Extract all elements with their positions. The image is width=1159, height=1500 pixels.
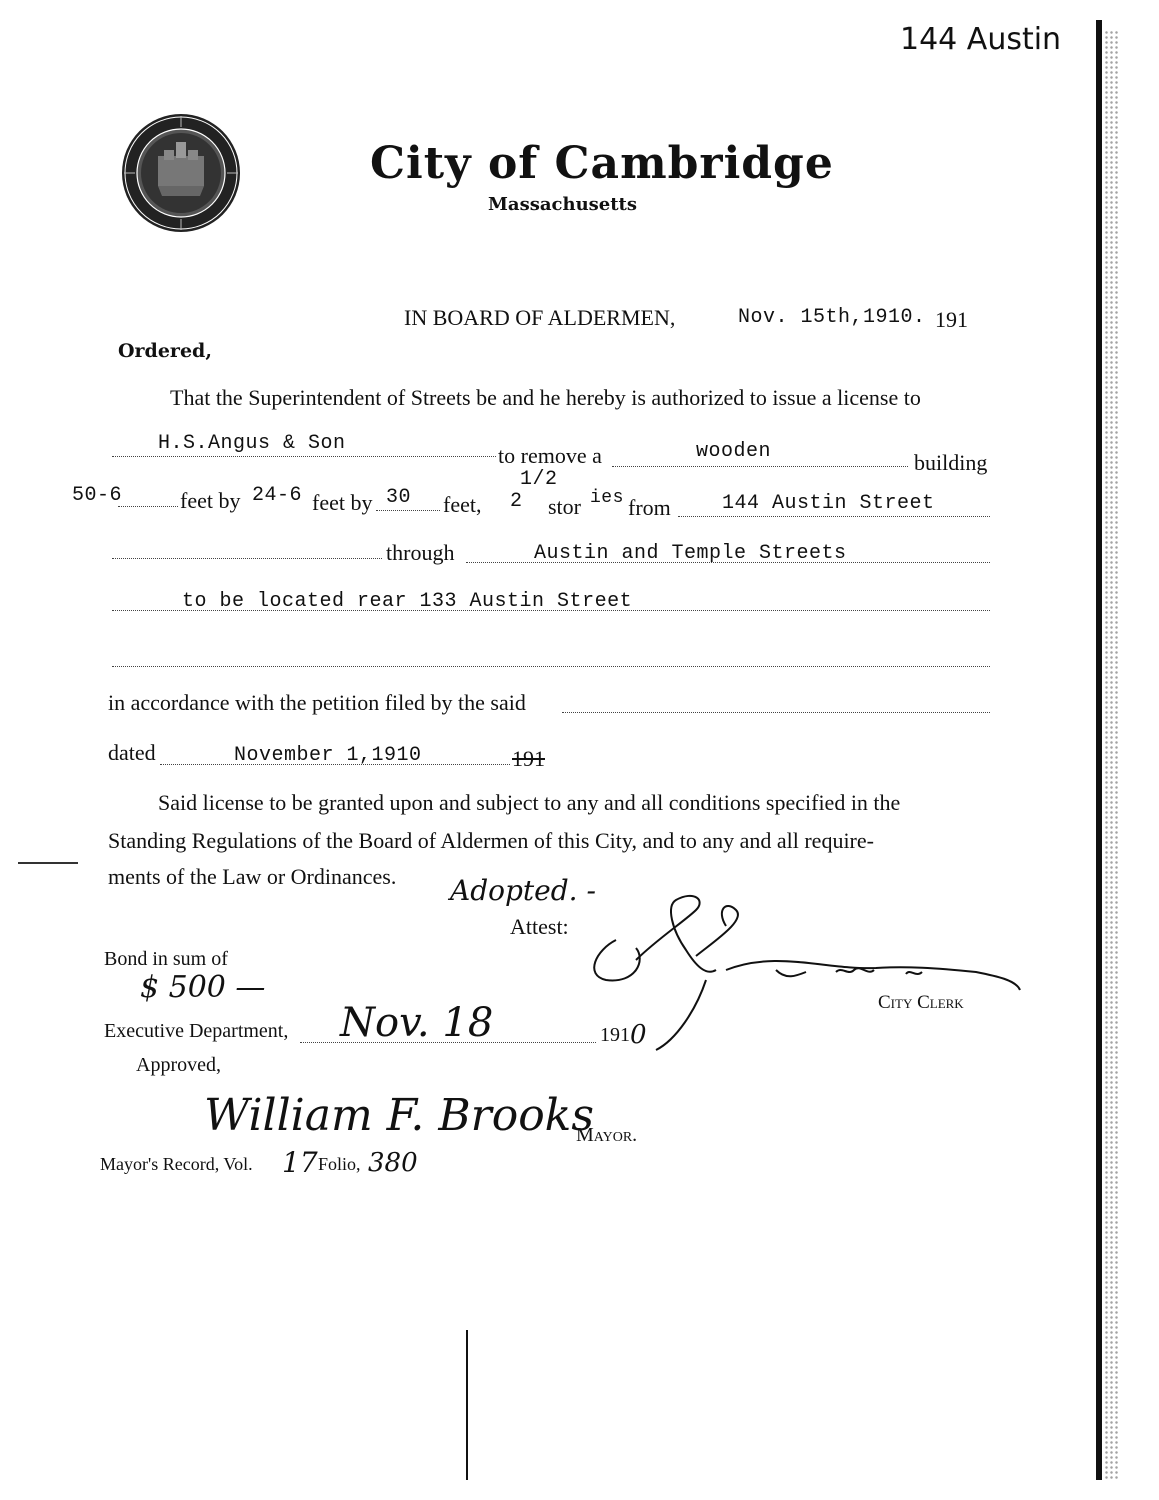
approved-label: Approved, (136, 1054, 221, 1076)
scan-speckle (1104, 30, 1120, 1480)
height-value: 30 (386, 486, 412, 509)
board-year-prefix: 191 (935, 307, 968, 332)
feet-label: feet, (443, 492, 482, 517)
city-seal-icon (120, 112, 242, 234)
stories-value: 2 (510, 490, 523, 513)
dated-year-prefix: 191 (512, 746, 545, 771)
conditions-line-3: ments of the Law or Ordinances. (108, 864, 397, 889)
record-vol-value: 17 (282, 1146, 318, 1179)
stor-label: stor (548, 494, 581, 519)
mayor-label: Mayor. (576, 1124, 638, 1146)
from-address-value: 144 Austin Street (722, 492, 935, 515)
material-value: wooden (696, 440, 772, 463)
executive-label: Executive Department, (104, 1020, 289, 1042)
feet-by-label-2: feet by (312, 490, 373, 515)
scan-mark (466, 1330, 468, 1480)
through-label: through (386, 540, 455, 565)
annotation-top: 144 Austin (900, 22, 1062, 57)
conditions-line-1: Said license to be granted upon and subject to any and all conditions specified in the (158, 790, 901, 815)
board-date: Nov. 15th,1910. (738, 306, 926, 329)
dated-value: November 1,1910 (234, 744, 422, 767)
mayor-signature: William F. Brooks (204, 1090, 594, 1141)
page-subtitle: Massachusetts (488, 194, 638, 215)
petition-text: in accordance with the petition filed by the said (108, 690, 526, 715)
feet-by-label-1: feet by (180, 488, 241, 513)
location-value: to be located rear 133 Austin Street (182, 590, 633, 613)
ordered-label: Ordered, (118, 340, 212, 362)
executive-year-suffix: 0 (630, 1020, 647, 1050)
scan-edge (1096, 20, 1102, 1480)
page-title: City of Cambridge (370, 138, 834, 189)
board-label: IN BOARD OF ALDERMEN, (404, 305, 676, 330)
licensee-value: H.S.Angus & Son (158, 432, 346, 455)
record-folio-value: 380 (368, 1148, 418, 1178)
executive-year-prefix: 191 (600, 1024, 630, 1046)
attest-label: Attest: (510, 914, 569, 939)
from-label: from (628, 495, 671, 520)
length-value: 50-6 (72, 484, 123, 507)
record-folio-label: Folio, (318, 1154, 361, 1174)
record-vol-label: Mayor's Record, Vol. (100, 1154, 253, 1174)
conditions-line-2: Standing Regulations of the Board of Aldermen of this City, and to any and all require- (108, 828, 874, 853)
city-clerk-label: City Clerk (878, 992, 964, 1013)
through-route-value: Austin and Temple Streets (534, 542, 847, 565)
stories-fraction: 1/2 (520, 468, 558, 491)
dated-label: dated (108, 740, 156, 765)
executive-date: Nov. 18 (340, 1000, 494, 1046)
authorization-text: That the Superintendent of Streets be and he hereby is authorized to issue a license to (170, 385, 921, 410)
bond-label: Bond in sum of (104, 948, 228, 970)
scan-tick (18, 862, 78, 864)
width-value: 24-6 (252, 484, 303, 507)
bond-amount: $ 500 — (140, 970, 266, 1005)
adopted-handwritten: Adopted. - (450, 874, 596, 907)
to-remove-label: to remove a (498, 443, 602, 468)
ies-value: ies (590, 488, 624, 508)
building-label: building (914, 450, 988, 475)
